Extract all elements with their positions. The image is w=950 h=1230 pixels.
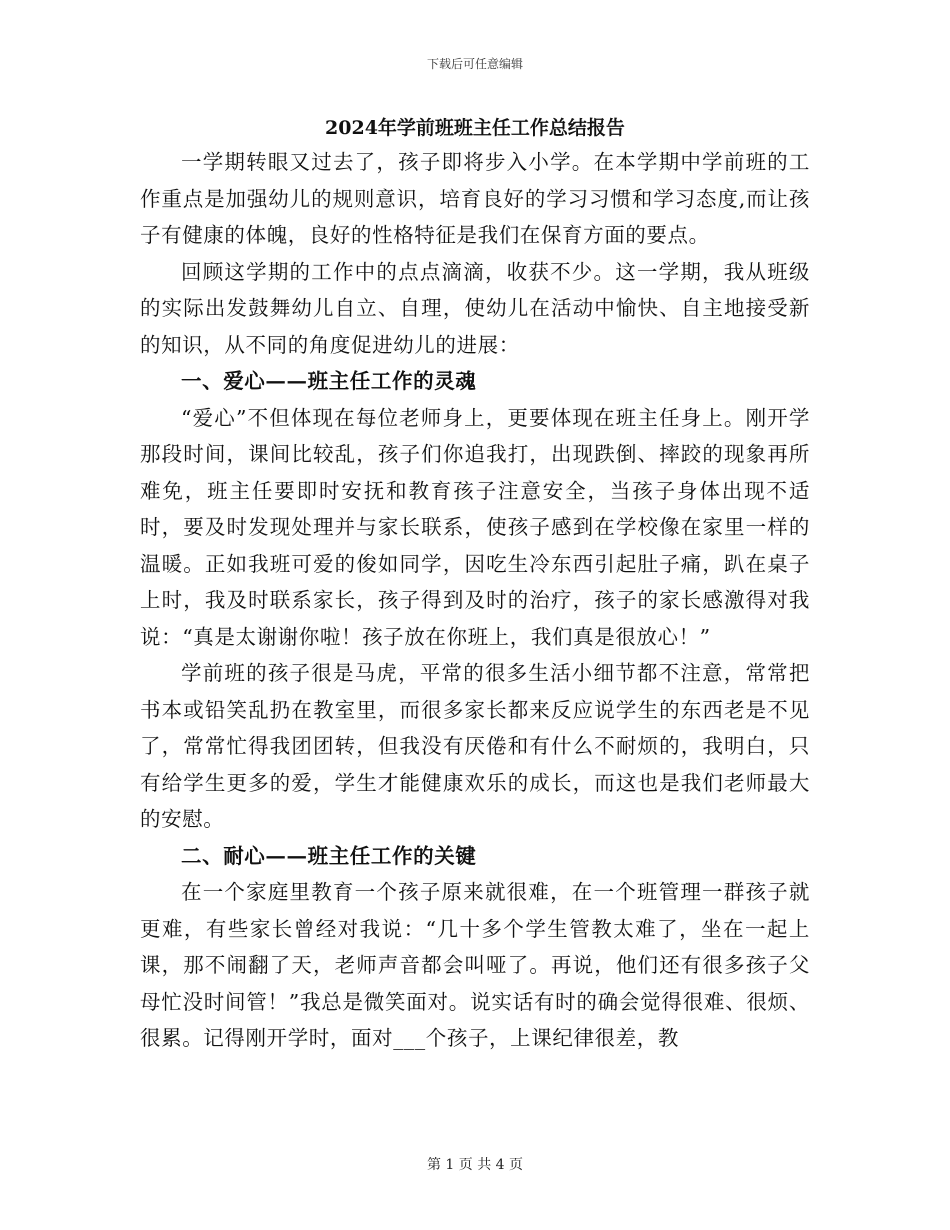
page-number-footer: 第 1 页 共 4 页 xyxy=(426,1157,524,1173)
document-title: 2024年学前班班主任工作总结报告 xyxy=(325,117,625,139)
intro-paragraph-1: 一学期转眼又过去了，孩子即将步入小学。在本学期中学前班的工作重点是加强幼儿的规则意识，培育良好的学习习惯和学习态度,而让孩子有健康的体魄，良好的性格特征是我们在保育方面的要点。 xyxy=(140,150,810,247)
document-body xyxy=(140,144,810,1057)
section-2-paragraph-1: 在一个家庭里教育一个孩子原来就很难，在一个班管理一群孩子就更难，有些家长曾经对我说：“几十多个学生管教太难了，坐在一起上课，那不闹翻了天，老师声音都会叫哑了。再说，他们还有很多孩子父母忙没时间管！”我总是微笑面对。说实话有时的确会觉得很难、很烦、很累。记得刚开学时，面对___个孩子，上课纪律很差，教 xyxy=(140,880,810,1050)
section-1-paragraph-1: “爱心”不但体现在每位老师身上，更要体现在班主任身上。刚开学那段时间，课间比较乱，孩子们你追我打，出现跌倒、摔跤的现象再所难免，班主任要即时安抚和教育孩子注意安全，当孩子身体出现不适时，要及时发现处理并与家长联系，使孩子感到在学校像在家里一样的温暖。正如我班可爱的俊如同学，因吃生冷东西引起肚子痛，趴在桌子上时，我及时联系家长，孩子得到及时的治疗，孩子的家长感激得对我说：“真是太谢谢你啦！孩子放在你班上，我们真是很放心！” xyxy=(140,405,810,649)
section-1-heading: 一、爱心——班主任工作的灵魂 xyxy=(181,369,477,393)
section-1-paragraph-2: 学前班的孩子很是马虎，平常的很多生活小细节都不注意，常常把书本或铅笑乱扔在教室里，而很多家长都来反应说学生的东西老是不见了，常常忙得我团团转，但我没有厌倦和有什么不耐烦的，我明白，只有给学生更多的爱，学生才能健康欢乐的成长，而这也是我们老师最大的安慰。 xyxy=(140,661,810,831)
section-2-heading: 二、耐心——班主任工作的关键 xyxy=(181,843,477,868)
header-note: 下载后可任意编辑 xyxy=(426,57,523,71)
intro-paragraph-2: 回顾这学期的工作中的点点滴滴，收获不少。这一学期，我从班级的实际出发鼓舞幼儿自立、自理，使幼儿在活动中愉快、自主地接受新的知识，从不同的角度促进幼儿的进展： xyxy=(140,259,810,357)
